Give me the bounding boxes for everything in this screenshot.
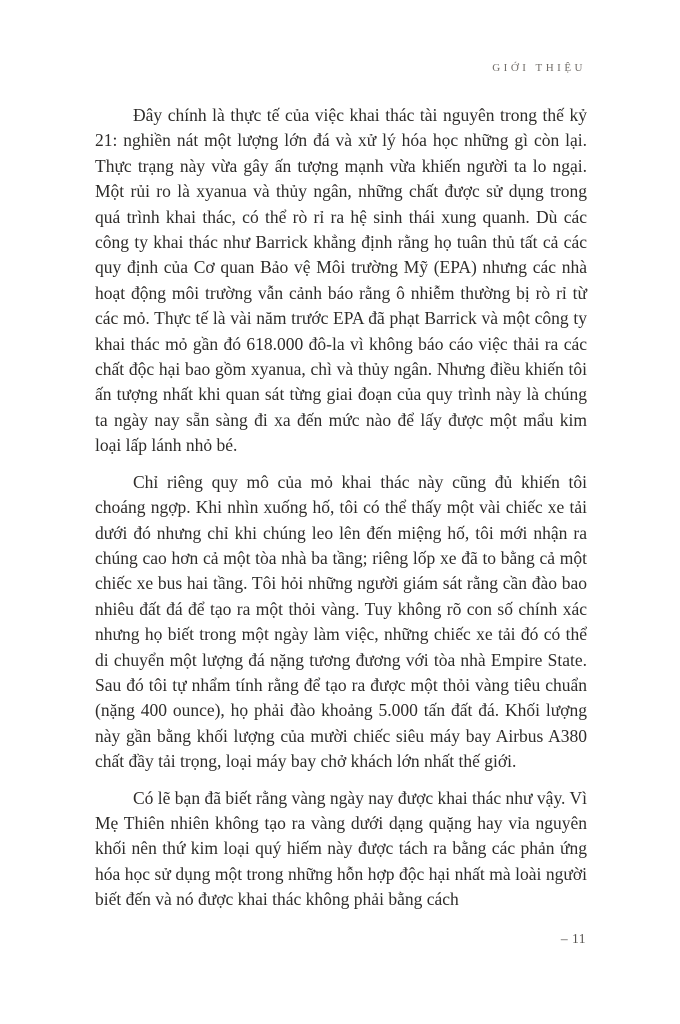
- paragraph-1: Đây chính là thực tế của việc khai thác tài nguyên trong thế kỷ 21: nghiền nát một lượng lớn đá và xử lý hóa học những gì còn lại. Thực trạng này vừa gây ấn tượng mạnh vừa khiến người ta lo ngại. Một rủi ro là xyanua và thủy ngân, những chất được sử dụng trong quá trình khai thác, có thể rò rỉ ra hệ sinh thái xung quanh. Dù các công ty khai thác như Barrick khẳng định rằng họ tuân thủ tất cả các quy định của Cơ quan Bảo vệ Môi trường Mỹ (EPA) nhưng các nhà hoạt động môi trường vẫn cảnh báo rằng ô nhiễm thường bị rò rỉ từ các mỏ. Thực tế là vài năm trước EPA đã phạt Barrick và một công ty khai thác mỏ gần đó 618.000 đô-la vì không báo cáo việc thải ra các chất độc hại bao gồm xyanua, chì và thủy ngân. Nhưng điều khiến tôi ấn tượng nhất khi quan sát từng giai đoạn của quy trình này là chúng ta ngày nay sẵn sàng đi xa đến mức nào để lấy được một mẩu kim loại lấp lánh nhỏ bé.: [95, 105, 587, 456]
- paragraph-3: Có lẽ bạn đã biết rằng vàng ngày nay được khai thác như vậy. Vì Mẹ Thiên nhiên không tạo ra vàng dưới dạng quặng hay vỉa nguyên khối nên thứ kim loại quý hiếm này được tách ra bằng các phản ứng hóa học sử dụng một trong những hỗn hợp độc hại nhất mà loài người biết đến và nó được khai thác không phải bằng cách: [95, 787, 587, 910]
- page-body: [95, 103, 587, 924]
- running-header: GIỚI THIỆU: [492, 62, 586, 74]
- paragraph-2: Chỉ riêng quy mô của mỏ khai thác này cũng đủ khiến tôi choáng ngợp. Khi nhìn xuống hố, tôi có thể thấy một vài chiếc xe tải dưới đó nhưng chỉ khi chúng leo lên đến miệng hố, tôi mới nhận ra chúng cao hơn cả một tòa nhà ba tầng; riêng lốp xe đã to bằng cả một chiếc xe bus hai tầng. Tôi hỏi những người giám sát rằng cần đào bao nhiêu đất đá để tạo ra một thỏi vàng. Tuy không rõ con số chính xác nhưng họ biết trong một ngày làm việc, những chiếc xe tải đó có thể di chuyển một lượng đá nặng tương đương với tòa nhà Empire State. Sau đó tôi tự nhẩm tính rằng để tạo ra được một thỏi vàng tiêu chuẩn (nặng 400 ounce), họ phải đào khoảng 5.000 tấn đất đá. Khối lượng này gần bằng khối lượng của mười chiếc siêu máy bay Airbus A380 chất đầy tải trọng, loại máy bay chở khách lớn nhất thế giới.: [95, 471, 587, 772]
- page-number: – 11: [560, 931, 586, 946]
